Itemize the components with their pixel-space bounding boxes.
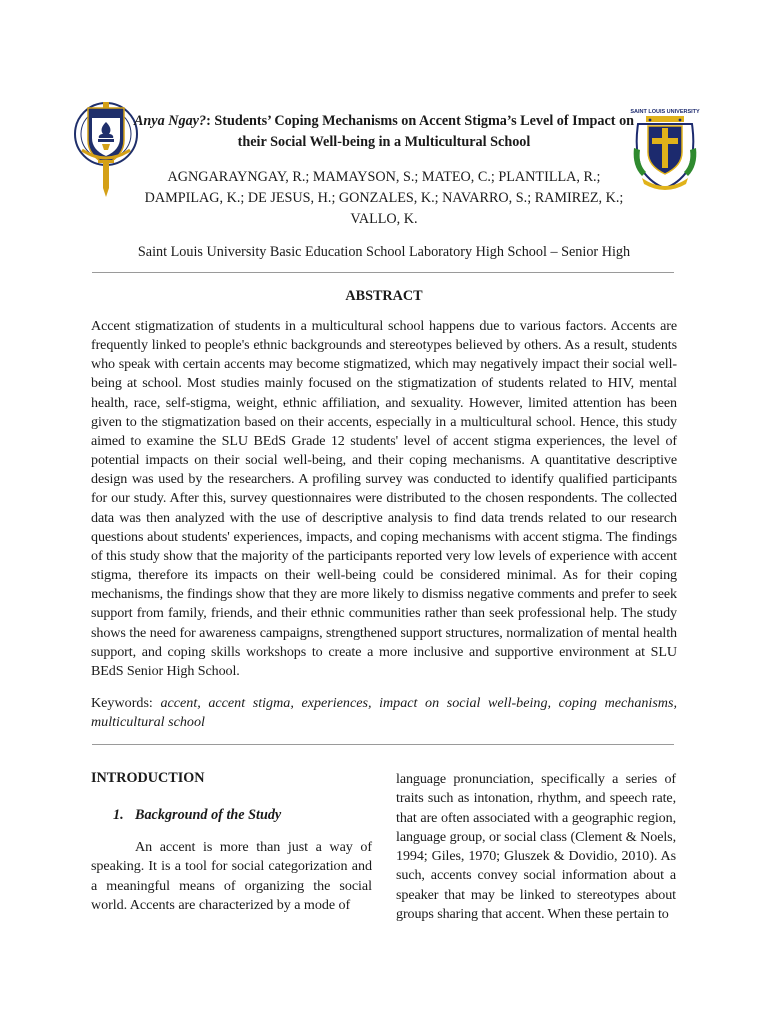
keywords — [91, 694, 677, 732]
university-seal-icon — [628, 104, 702, 192]
divider-bottom — [92, 744, 674, 745]
title-rest: : Students’ Coping Mechanisms on Accent Stigma’s Level of Impact on their Social Well-being in a Multicultural School — [206, 113, 635, 150]
intro-left-column: An accent is more than just a way of speaking. It is a tool for social categorization and a meaningful means of organizing the social world. Accents are characterized by a mode of — [91, 839, 372, 913]
introduction-heading: INTRODUCTION — [91, 770, 205, 786]
background-subheading — [113, 806, 281, 824]
paper-title — [132, 111, 636, 153]
keywords-label: Keywords: — [91, 695, 161, 711]
seal-text-top: SAINT LOUIS UNIVERSITY — [630, 109, 700, 115]
divider-top — [92, 272, 674, 273]
subheading-number: 1. — [113, 807, 124, 823]
abstract-body: Accent stigmatization of students in a multicultural school happens due to various factors. Accents are frequently linked to people's ethnic backgrounds and stereotypes believed by others. As a result, students who speak with certain accents may become stigmatized, which may negatively impact their social well-being at school. Most studies mainly focused on the stigmatization of students related to HIV, mental health, race, self-stigma, weight, ethnic affiliation, and sexuality. However, limited attention has been given to the stigmatization based on their accents, especially in a multicultural school. Hence, this study aimed to examine the SLU BEdS Grade 12 students' level of accent stigma experiences, the level of potential impacts on their social well-being, and their coping mechanisms. A quantitative descriptive design was used by the researchers. A profiling survey was conducted to identify qualified participants for our study. After this, survey questionnaires were distributed to the chosen respondents. The collected data was then analyzed with the use of descriptive analysis to find data trends related to our research questions about students' experiences, impacts, and coping mechanisms with accent stigma. The findings of this study show that the majority of the participants reported very low levels of experience with accent stigma, therefore its impacts on their well-being could be considered minimal. As for their coping mechanisms, the findings show that they are more likely to dismiss negative comments and prefer to seek support from family, friends, and their ethnic communities rather than seek professional help. The study shows the need for awareness campaigns, strengthened support structures, normalization of mental health support, and coping skills workshops to create a more inclusive and supportive environment at SLU BEdS Senior High School. — [91, 318, 677, 679]
author-list: AGNGARAYNGAY, R.; MAMAYSON, S.; MATEO, C.; PLANTILLA, R.; DAMPILAG, K.; DE JESUS, H.; GONZALES, K.; NAVARRO, S.; RAMIREZ, K.; VALLO, K. — [144, 169, 624, 227]
abstract-heading: ABSTRACT — [345, 288, 423, 304]
title-lead: Anya Ngay? — [133, 113, 207, 129]
affiliation: Saint Louis University Basic Education School Laboratory High School – Senior High — [137, 244, 631, 260]
intro-right-column: language pronunciation, specifically a series of traits such as intonation, rhythm, and speech rate, that are often associated with a geographic region, language group, or social class (Clement & Noels, 1994; Giles, 1970; Gluszek & Dovidio, 2010). As such, accents convey social information about a speaker that may be linked to stereotypes about groups sharing that accent. When these pertain to — [396, 771, 676, 923]
keywords-terms: accent, accent stigma, experiences, impact on social well-being, coping mechanisms, multicultural school — [91, 695, 677, 731]
subheading-title: Background of the Study — [135, 807, 282, 823]
